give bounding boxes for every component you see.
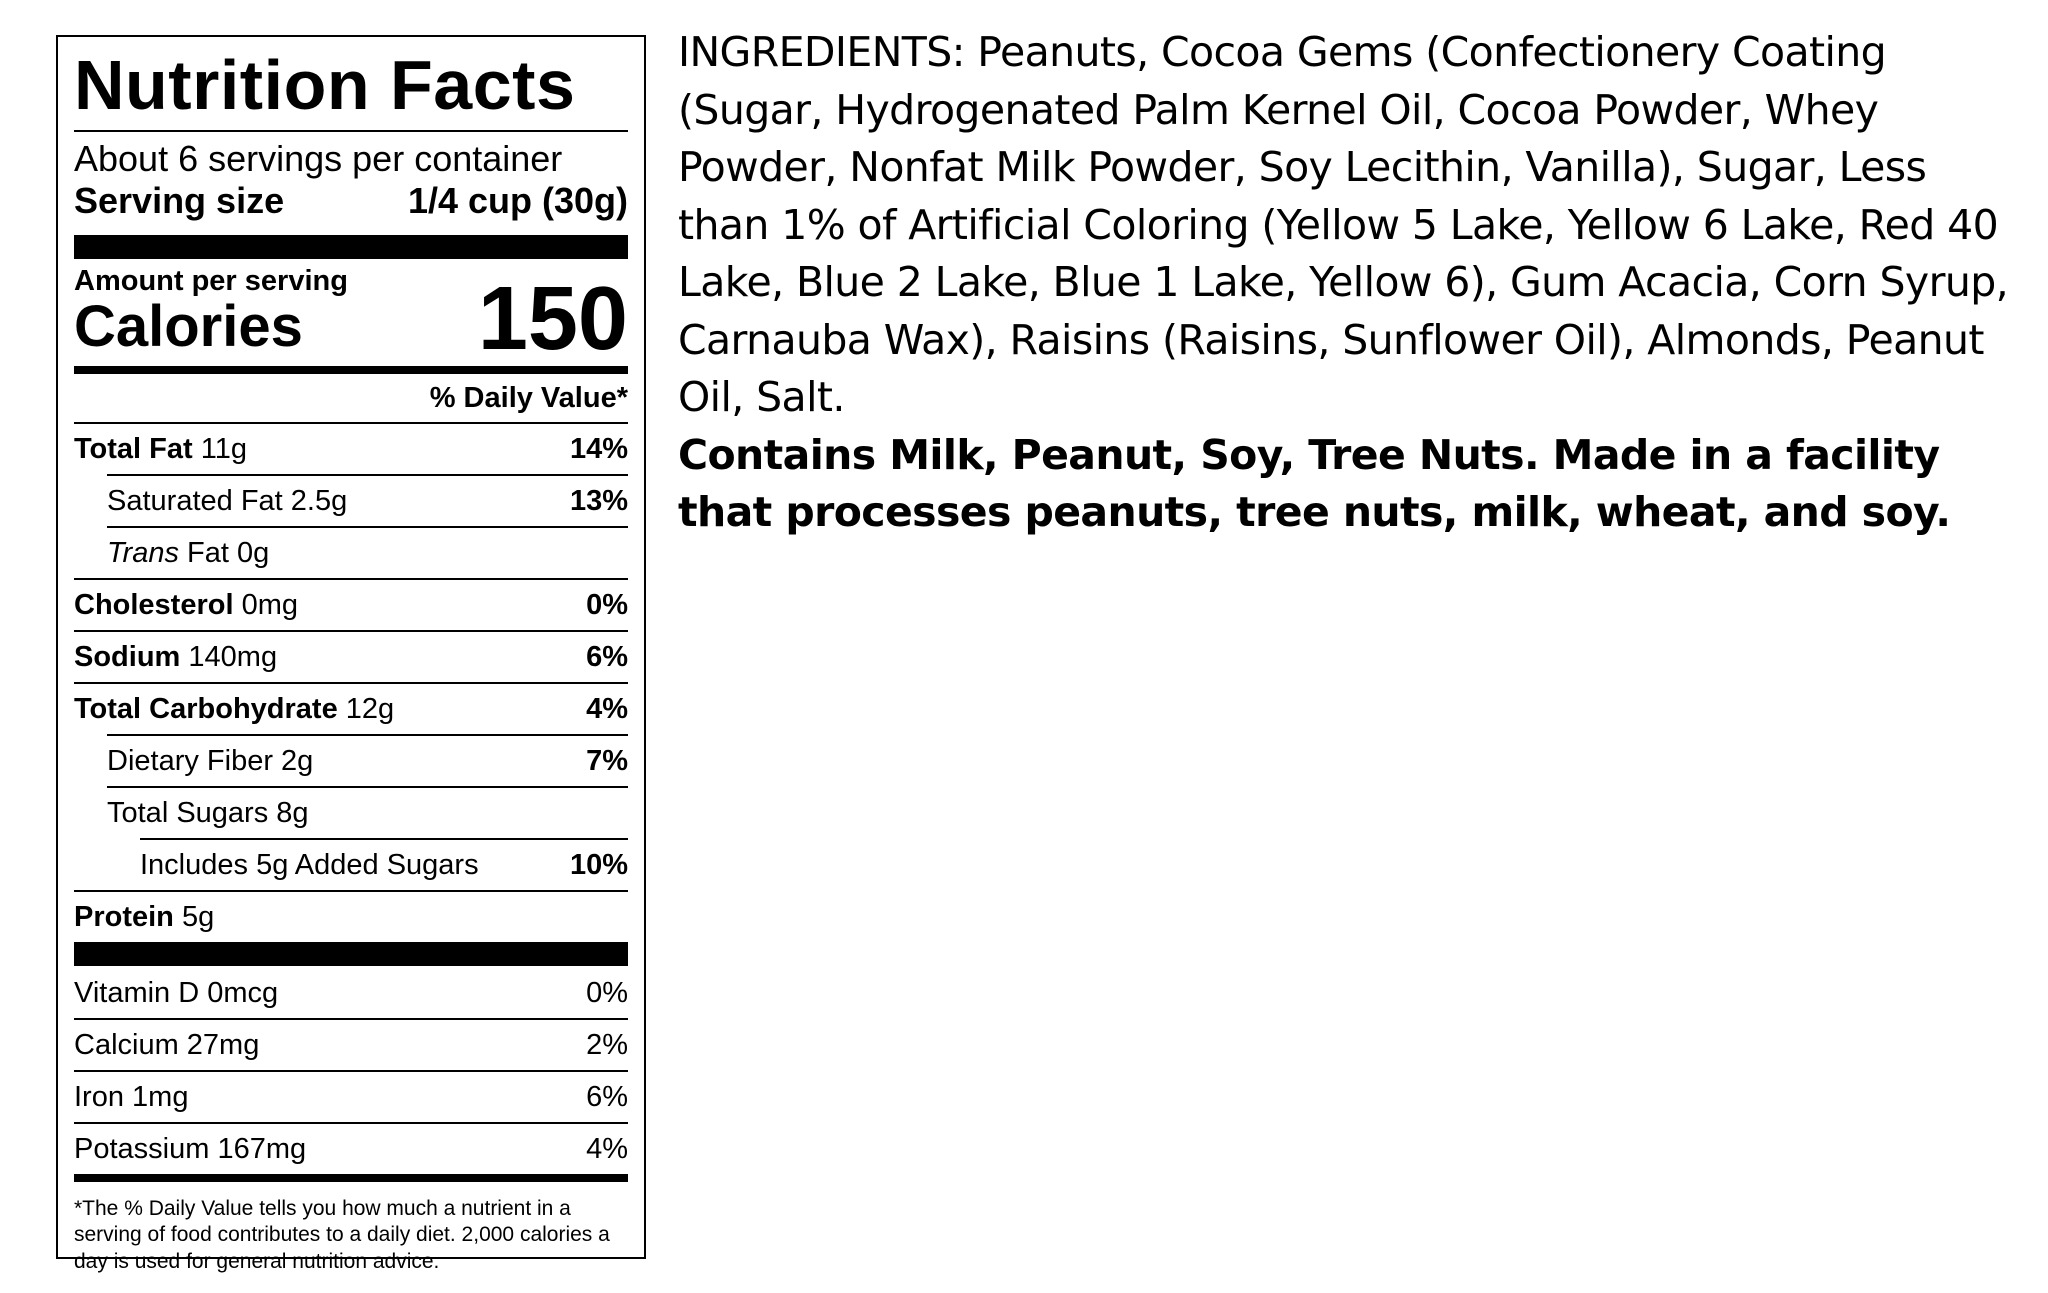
daily-value-footnote: *The % Daily Value tells you how much a nutrient in a serving of food contributes to a daily diet. 2,000 calories a day is used for general nutrition advice.	[74, 1197, 610, 1273]
divider-medium	[74, 1174, 628, 1182]
vitamin-dv: 4%	[586, 1132, 628, 1165]
vitamin-dv: 2%	[586, 1028, 628, 1061]
nutrient-amount: 0mg	[241, 588, 299, 621]
nutrient-label: Saturated Fat 2.5g	[107, 484, 348, 517]
vitamin-row-calcium	[74, 1020, 628, 1070]
nutrient-amount: 5g	[181, 900, 215, 933]
nutrient-label: Total Carbohydrate	[74, 692, 338, 725]
nutrient-dv: 4%	[586, 692, 628, 725]
nutrient-label: Sodium	[74, 640, 181, 673]
divider	[74, 130, 628, 132]
nutrient-label: Protein	[74, 900, 174, 933]
serving-size-row	[74, 180, 628, 221]
vitamin-row-potassium	[74, 1124, 628, 1174]
calories-label: Calories	[74, 294, 303, 359]
nutrient-dv: 13%	[569, 484, 628, 517]
vitamin-label: Vitamin D 0mcg	[74, 976, 279, 1009]
vitamin-dv: 0%	[586, 976, 628, 1009]
nutrition-facts-panel	[56, 35, 646, 1273]
nutrient-label: Cholesterol	[74, 588, 234, 621]
vitamin-label: Potassium 167mg	[74, 1132, 307, 1165]
nutrient-row-dietary-fiber	[74, 736, 628, 786]
nutrient-row-protein	[74, 892, 628, 942]
divider-thick	[74, 235, 628, 259]
nutrient-label: Dietary Fiber 2g	[107, 744, 314, 777]
vitamin-row-vitamin-d	[74, 968, 628, 1018]
nutrient-dv: 0%	[586, 588, 628, 621]
nutrient-row-sodium	[74, 632, 628, 682]
nutrient-dv: 10%	[569, 848, 628, 881]
nutrient-row-added-sugars	[74, 840, 628, 890]
nutrient-label: Total Fat	[74, 432, 193, 465]
ingredients-text: INGREDIENTS: Peanuts, Cocoa Gems (Confectionery Coating (Sugar, Hydrogenated Palm Kernel Oil, Cocoa Powder, Whey Powder, Nonfat Milk Powder, Soy Lecithin, Vanilla), Sugar, Less than 1% of Artificial Coloring (Yellow 5 Lake, Yellow 6 Lake, Red 40 Lake, Blue 2 Lake, Blue 1 Lake, Yellow 6), Gum Acacia, Corn Syrup, Carnauba Wax), Raisins (Raisins, Sunflower Oil), Almonds, Peanut Oil, Salt.	[678, 28, 2009, 421]
nutrient-dv: 7%	[586, 744, 628, 777]
serving-size-label: Serving size	[74, 180, 285, 221]
nutrient-amount: 12g	[345, 692, 395, 725]
nutrient-dv: 6%	[586, 640, 628, 673]
nutrient-row-cholesterol	[74, 580, 628, 630]
nutrient-label-italic: Trans	[107, 536, 179, 569]
nutrient-amount: 11g	[200, 432, 247, 465]
vitamin-label: Iron 1mg	[74, 1080, 189, 1113]
nutrient-row-trans-fat	[74, 528, 628, 578]
vitamin-label: Calcium 27mg	[74, 1028, 260, 1061]
ingredients-panel	[678, 24, 2028, 542]
nutrient-row-total-fat	[74, 424, 628, 474]
nutrient-label: Fat 0g	[187, 536, 270, 569]
vitamin-row-iron	[74, 1072, 628, 1122]
nutrient-label: Total Sugars 8g	[107, 796, 309, 829]
allergen-statement: Contains Milk, Peanut, Soy, Tree Nuts. Made in a facility that processes peanuts, tree nuts, milk, wheat, and soy.	[678, 430, 1951, 536]
calories-value: 150	[477, 269, 628, 369]
nutrient-label: Includes 5g Added Sugars	[140, 848, 479, 881]
nutrient-row-total-carbohydrate	[74, 684, 628, 734]
nutrient-row-saturated-fat	[74, 476, 628, 526]
divider-thick	[74, 942, 628, 966]
nutrition-title: Nutrition Facts	[74, 46, 576, 124]
nutrient-amount: 140mg	[188, 640, 278, 673]
daily-value-header: % Daily Value*	[429, 382, 628, 414]
nutrient-dv: 14%	[569, 432, 628, 465]
vitamin-dv: 6%	[586, 1080, 628, 1113]
servings-per-container: About 6 servings per container	[74, 138, 563, 179]
serving-size-value: 1/4 cup (30g)	[407, 180, 628, 221]
nutrient-row-total-sugars	[74, 788, 628, 838]
amount-per-serving: Amount per serving	[74, 265, 348, 297]
